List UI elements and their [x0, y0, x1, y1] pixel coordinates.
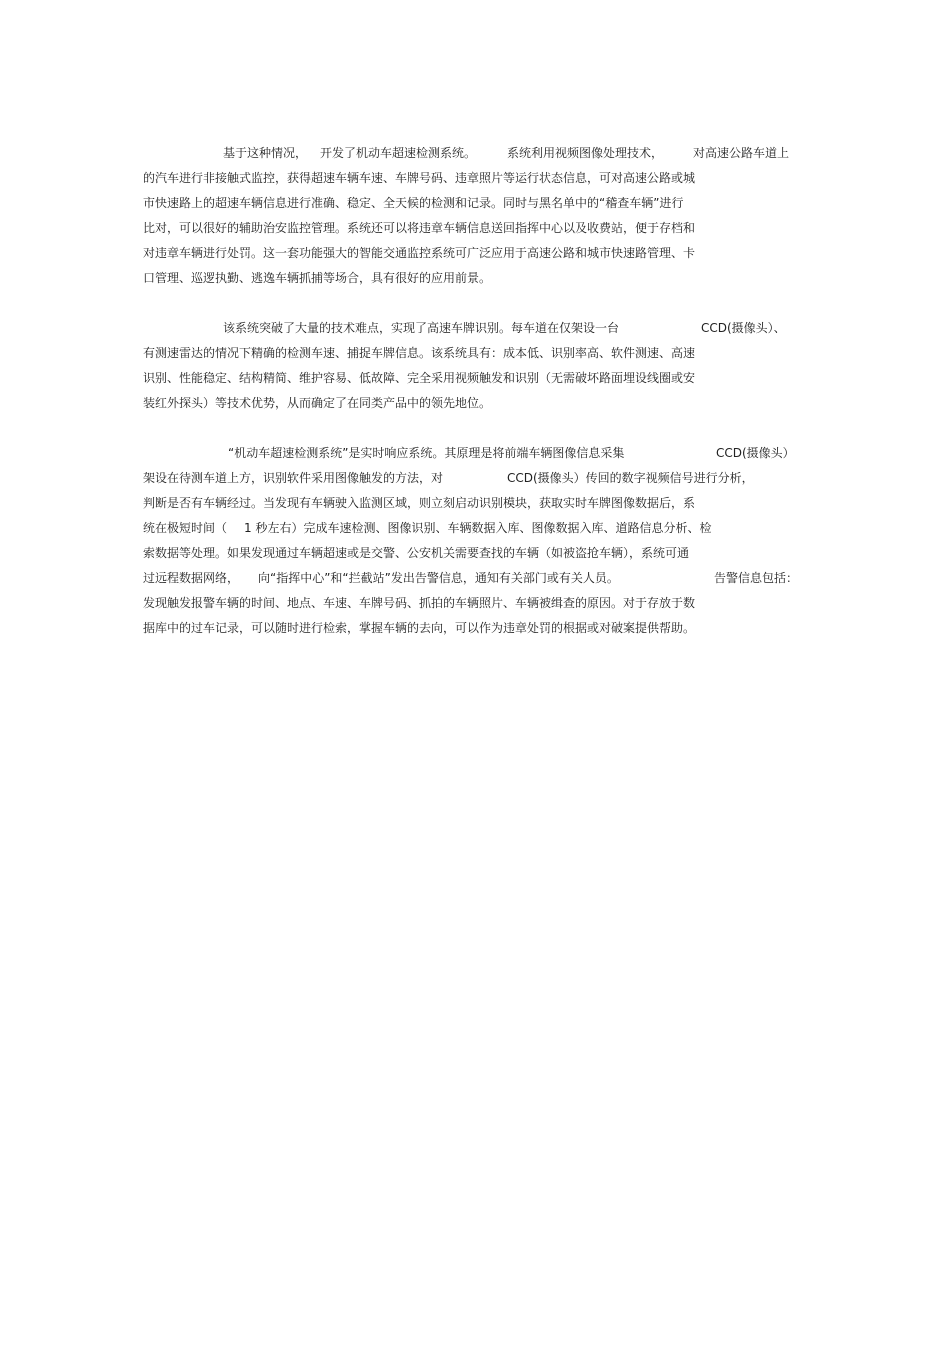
paragraph-2-line-4: 装红外探头）等技术优势，从而确定了在同类产品中的领先地位。	[143, 396, 492, 410]
text-segment: 对高速公路车道上	[693, 146, 790, 160]
paragraph-2-line-3: 识别、性能稳定、结构精简、维护容易、低故障、完全采用视频触发和识别（无需破坏路面埋设线圈或安	[143, 371, 696, 385]
paragraph-1-line-4: 比对，可以很好的辅助治安监控管理。系统还可以将违章车辆信息送回指挥中心以及收费站，便于存档和	[143, 221, 696, 235]
text-segment: 过远程数据网络，	[143, 571, 240, 585]
paragraph-1-line-5: 对违章车辆进行处罚。这一套功能强大的智能交通监控系统可广泛应用于高速公路和城市快速路管理、卡	[143, 246, 696, 260]
text-segment: CCD(摄像头）传回的数字视频信号进行分析，	[507, 471, 754, 485]
paragraph-1-line-2: 的汽车进行非接触式监控，获得超速车辆车速、车牌号码、违章照片等运行状态信息，可对高速公路或城	[143, 171, 696, 185]
text-segment: CCD(摄像头）	[716, 446, 795, 460]
paragraph-1-line-3: 市快速路上的超速车辆信息进行准确、稳定、全天候的检测和记录。同时与黑名单中的“稽查车辆”进行	[143, 196, 684, 210]
text-segment: 基于这种情况，	[223, 146, 308, 160]
paragraph-3-line-5: 索数据等处理。如果发现通过车辆超速或是交警、公安机关需要查找的车辆（如被盗抢车辆），系统可通	[143, 546, 690, 560]
text-segment: 向“指挥中心”和“拦截站”发出告警信息，通知有关部门或有关人员。	[258, 571, 619, 585]
text-segment: 系统利用视频图像处理技术，	[507, 146, 664, 160]
paragraph-3-line-8: 据库中的过车记录，可以随时进行检索，掌握车辆的去向，可以作为违章处罚的根据或对破案提供帮助。	[143, 621, 696, 635]
text-segment: 统在极短时间（	[143, 521, 228, 535]
text-segment: 开发了机动车超速检测系统。	[320, 146, 477, 160]
paragraph-1-line-6: 口管理、巡逻执勤、逃逸车辆抓捕等场合，具有很好的应用前景。	[143, 271, 492, 285]
text-segment: 架设在待测车道上方，识别软件采用图像触发的方法，对	[143, 471, 444, 485]
text-segment: “机动车超速检测系统”是实时响应系统。其原理是将前端车辆图像信息采集	[228, 446, 625, 460]
paragraph-2-line-2: 有测速雷达的情况下精确的检测车速、捕捉车牌信息。该系统具有：成本低、识别率高、软件测速、高速	[143, 346, 696, 360]
paragraph-3-line-3: 判断是否有车辆经过。当发现有车辆驶入监测区域，则立刻启动识别模块，获取实时车牌图像数据后，系	[143, 496, 696, 510]
paragraph-3-line-7: 发现触发报警车辆的时间、地点、车速、车牌号码、抓拍的车辆照片、车辆被缉查的原因。对于存放于数	[143, 596, 696, 610]
text-segment: 该系统突破了大量的技术难点，实现了高速车牌识别。每车道在仅架设一台	[223, 321, 620, 335]
text-segment: 告警信息包括：	[714, 571, 799, 585]
text-segment: CCD(摄像头）、	[701, 321, 786, 335]
text-segment: 1 秒左右）完成车速检测、图像识别、车辆数据入库、图像数据入库、道路信息分析、检	[244, 521, 712, 535]
